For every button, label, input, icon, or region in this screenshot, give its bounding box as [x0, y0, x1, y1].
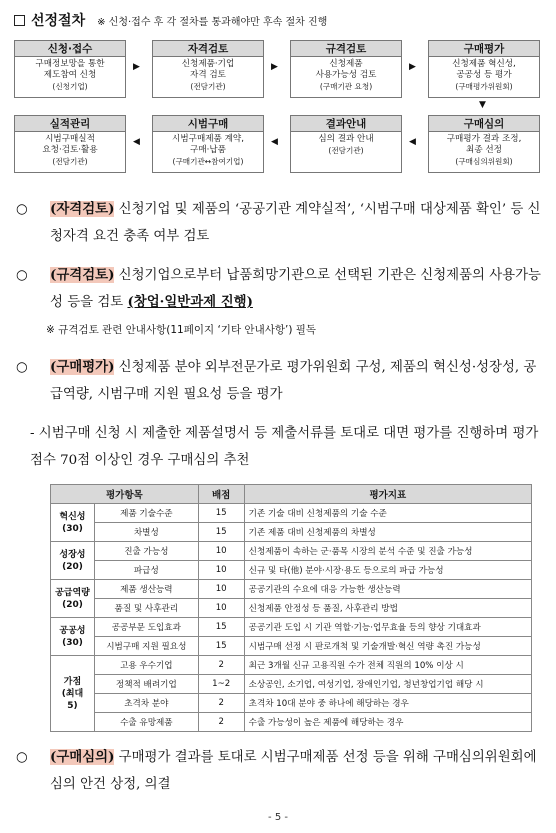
arrow-left-icon: ◀: [271, 137, 278, 147]
flow-box-spec: [290, 40, 402, 98]
section-spec-review: [16, 262, 544, 316]
section-header: [14, 10, 327, 30]
flow-box-title: 구매평가: [429, 41, 539, 57]
flow-box-title: 실적관리: [15, 116, 125, 132]
score-cell: 10: [198, 580, 244, 599]
flow-box-line: 신청제품 혁신성,: [452, 59, 516, 69]
flow-box-body: [429, 57, 539, 92]
flow-box-sub: (전담기관): [52, 157, 88, 166]
section-text: [16, 744, 544, 798]
item-cell: 진출 가능성: [94, 542, 198, 561]
flow-box-line: 자격 검토: [190, 70, 226, 80]
flow-box-title: 시범구매: [153, 116, 263, 132]
score-cell: 2: [198, 694, 244, 713]
arrow-left-icon: ◀: [409, 137, 416, 147]
flow-box-title: 결과안내: [291, 116, 401, 132]
score-cell: 15: [198, 637, 244, 656]
arrow-down-icon: ▼: [479, 100, 486, 110]
flow-box-line: 공공성 등 평가: [456, 70, 512, 80]
item-cell: 시범구매 지원 필요성: [94, 637, 198, 656]
category-points: (20): [62, 599, 83, 610]
indicator-cell: 신청제품이 속하는 군·품목 시장의 분석 수준 및 진출 가능성: [244, 542, 531, 561]
score-cell: 10: [198, 542, 244, 561]
item-cell: 정책적 배려기업: [94, 675, 198, 694]
indicator-cell: 초격차 10대 분야 중 하나에 해당하는 경우: [244, 694, 531, 713]
bullet-circle-icon: ○: [16, 360, 28, 375]
flow-box-review: [428, 115, 540, 173]
flow-box-title: 자격검토: [153, 41, 263, 57]
flow-box-line: 신청제품: [329, 59, 363, 69]
score-cell: 2: [198, 713, 244, 732]
flow-box-line: 시범구매실적: [45, 134, 95, 144]
item-cell: 품질 및 사후관리: [94, 599, 198, 618]
section-purchase-review: [16, 744, 544, 798]
category-cell: [51, 618, 95, 656]
arrow-right-icon: ▶: [133, 62, 140, 72]
flow-box-body: [291, 57, 401, 92]
flow-box-line: 신청제품·기업: [181, 59, 235, 69]
flow-box-performance: [14, 115, 126, 173]
item-cell: 공공부문 도입효과: [94, 618, 198, 637]
flow-box-body: [291, 132, 401, 156]
indicator-cell: 기존 제품 대비 신청제품의 차별성: [244, 523, 531, 542]
evaluation-detail: - 시범구매 신청 시 제출한 제품설명서 등 제출서류를 토대로 대면 평가를 진행하며 평가점수 70점 이상인 경우 구매심의 추천: [30, 426, 539, 468]
highlight-label: (자격검토): [50, 201, 115, 217]
arrow-right-icon: ▶: [271, 62, 278, 72]
table-row: [51, 618, 532, 637]
item-cell: 파급성: [94, 561, 198, 580]
item-cell: 초격차 분야: [94, 694, 198, 713]
flow-box-body: [15, 132, 125, 167]
section-body: 신청기업으로부터 납품희망기관으로 선택된 기관은 신청제품의 사용가능성 등을 검토: [50, 268, 541, 310]
score-cell: 15: [198, 523, 244, 542]
flow-box-sub: (구매심의위원회): [455, 157, 513, 166]
item-cell: 고용 우수기업: [94, 656, 198, 675]
flow-box-sub: (신청기업): [52, 82, 88, 91]
indicator-cell: 공공기관의 수요에 대응 가능한 생산능력: [244, 580, 531, 599]
section-title: 선정절차: [31, 13, 86, 29]
flow-box-line: 심의 결과 안내: [318, 134, 374, 144]
item-cell: 제품 생산능력: [94, 580, 198, 599]
section-text: [16, 354, 544, 408]
checkbox-square-icon: [14, 15, 25, 26]
highlight-label: (규격검토): [50, 267, 115, 283]
score-cell: 10: [198, 561, 244, 580]
flow-box-line: 시범구매제품 계약,: [172, 134, 244, 144]
indicator-cell: 신청제품 안정성 등 품질, 사후관리 방법: [244, 599, 531, 618]
flow-box-pilot-purchase: [152, 115, 264, 173]
underlined-note: (창업·일반과제 진행): [127, 294, 253, 310]
category-label: 공공성: [59, 625, 86, 636]
item-cell: 수출 유망제품: [94, 713, 198, 732]
flow-box-sub: (구매기관 요청): [319, 82, 373, 91]
flow-box-title: 구매심의: [429, 116, 539, 132]
score-cell: 15: [198, 618, 244, 637]
table-row: [51, 694, 532, 713]
flow-box-line: 구매정보망을 통한: [35, 59, 105, 69]
section-text: [16, 262, 544, 316]
flow-box-title: 신청·접수: [15, 41, 125, 57]
section-body: 신청기업 및 제품의 ‘공공기관 계약실적’, ‘시범구매 대상제품 확인’ 등 신청자격 요건 충족 여부 검토: [50, 202, 541, 244]
table-row: [51, 580, 532, 599]
flow-box-body: [153, 132, 263, 167]
flow-box-line: 구매평가 결과 조정,: [446, 134, 522, 144]
indicator-cell: 공공기관 도입 시 기관 역할·기능·업무효율 등의 향상 기대효과: [244, 618, 531, 637]
bullet-circle-icon: ○: [16, 202, 28, 217]
spec-review-note: ※ 규격검토 관련 안내사항(11페이지 ‘기타 안내사항’) 필독: [46, 324, 317, 336]
header-score: 배점: [198, 485, 244, 504]
table-row: [51, 637, 532, 656]
indicator-cell: 신규 및 타(他) 분야·시장·용도 등으로의 파급 가능성: [244, 561, 531, 580]
flow-box-body: [429, 132, 539, 167]
section-text: [16, 196, 544, 250]
category-label: 공급역량: [55, 587, 90, 598]
evaluation-table: [50, 484, 532, 732]
score-cell: 15: [198, 504, 244, 523]
indicator-cell: 시범구매 선정 시 판로개척 및 기술개발·혁신 역량 촉진 가능성: [244, 637, 531, 656]
indicator-cell: 기존 기술 대비 신청제품의 기술 수준: [244, 504, 531, 523]
item-cell: 제품 기술수준: [94, 504, 198, 523]
category-points: (30): [62, 637, 83, 648]
header-indicator: 평가지표: [244, 485, 531, 504]
flow-box-line: 사용가능성 검토: [315, 70, 377, 80]
score-cell: 2: [198, 656, 244, 675]
flow-box-line: 최종 선정: [466, 145, 502, 155]
flow-box-line: 구매·납품: [190, 145, 226, 155]
flow-box-qualification: [152, 40, 264, 98]
category-cell: [51, 542, 95, 580]
score-cell: 1~2: [198, 675, 244, 694]
table-row: [51, 523, 532, 542]
header-note: ※ 신청·접수 후 각 절차를 통과해야만 후속 절차 진행: [97, 16, 328, 28]
page-number: - 5 -: [268, 812, 288, 823]
table-row: [51, 675, 532, 694]
flow-box-sub: (구매기관↔참여기업): [172, 157, 244, 166]
flow-box-line: 제도참여 신청: [43, 70, 97, 80]
category-cell: [51, 580, 95, 618]
indicator-cell: 수출 가능성이 높은 제품에 해당하는 경우: [244, 713, 531, 732]
flow-box-body: [15, 57, 125, 92]
flow-box-evaluation: [428, 40, 540, 98]
highlight-label: (구매평가): [50, 359, 115, 375]
header-eval-item: 평가항목: [51, 485, 199, 504]
flow-box-title: 규격검토: [291, 41, 401, 57]
score-cell: 10: [198, 599, 244, 618]
table-row: [51, 656, 532, 675]
table-row: [51, 561, 532, 580]
flow-box-result: [290, 115, 402, 173]
section-qualification: [16, 196, 544, 250]
category-points: (30): [62, 523, 83, 534]
section-body: 구매평가 결과를 토대로 시범구매제품 선정 등을 위해 구매심의위원회에 심의 안건 상정, 의결: [50, 750, 537, 792]
flow-box-line: 요청·검토·활용: [42, 145, 98, 155]
category-points: (최대 5): [61, 688, 84, 711]
section-purchase-evaluation: [16, 354, 544, 408]
section-body: 신청제품 분야 외부전문가로 평가위원회 구성, 제품의 혁신성·성장성, 공급역량, 시범구매 지원 필요성 등을 평가: [50, 360, 537, 402]
arrow-left-icon: ◀: [133, 137, 140, 147]
table-row: [51, 599, 532, 618]
flow-box-sub: (전담기관): [190, 82, 226, 91]
flow-box-body: [153, 57, 263, 92]
table-row: [51, 504, 532, 523]
table-row: [51, 713, 532, 732]
category-points: (20): [62, 561, 83, 572]
bullet-circle-icon: ○: [16, 268, 28, 283]
category-cell: [51, 656, 95, 732]
arrow-right-icon: ▶: [409, 62, 416, 72]
flow-box-sub: (구매평가위원회): [455, 82, 513, 91]
category-label: 혁신성: [59, 511, 86, 522]
flow-box-sub: (전담기관): [328, 146, 364, 155]
indicator-cell: 소상공인, 소기업, 여성기업, 장애인기업, 청년창업기업 해당 시: [244, 675, 531, 694]
highlight-label: (구매심의): [50, 749, 115, 765]
bullet-circle-icon: ○: [16, 750, 28, 765]
item-cell: 차별성: [94, 523, 198, 542]
flow-box-apply: [14, 40, 126, 98]
category-label: 성장성: [59, 549, 86, 560]
table-header-row: [51, 485, 532, 504]
category-cell: [51, 504, 95, 542]
category-label: 가점: [63, 676, 82, 687]
table-row: [51, 542, 532, 561]
indicator-cell: 최근 3개월 신규 고용직원 수가 전체 직원의 10% 이상 시: [244, 656, 531, 675]
